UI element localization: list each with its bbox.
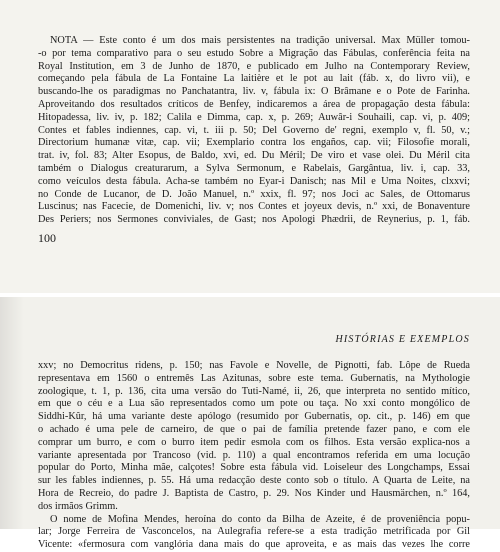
text-line: buscando-lhe os paradigmas no Panchatantra, liv. v, fábula ix: O Brâmane e o Pote de Farinha. [38, 86, 470, 98]
continued-paragraph [38, 360, 470, 552]
text-line: Hitopadessa, liv. iv, p. 182; Calila e Dimma, cap. x, p. 269; Auwâr-i Souhaili, cap. vi, p. 409; [38, 111, 470, 123]
text-line: Des Periers; nos Sermones conviviales, de Gast; nos Apologi Phædrii, de Reynerius, p. 1, fáb. [38, 214, 470, 226]
text-line: no Conde de Lucanor, de D. João Manuel, n.º xxix, fl. 97; nos Joci ac Sales, de Ottomarus [38, 188, 470, 200]
text-line: Hora de Recreio, do padre J. Baptista de Castro, p. 29. Nos Kinder und Hausmärchen, n.º 164, [38, 487, 470, 499]
text-line: dos irmãos Grimm. [38, 500, 118, 512]
text-line: como veículos desta fábula. Acha-se também no Eyar-i Danisch; nas Mil e Uma Noites, clxxvi; [38, 175, 470, 187]
text-line: Royal Institution, em 3 de Junho de 1870, e publicado em Julho na Contemporary Review, [38, 60, 470, 72]
text-line: zoologique, t. 1, p. 136, cita uma versão do Tuti-Namé, ii, 26, que interpreta no sentido mítico, [38, 385, 470, 397]
text-line: Contes et fables indiennes, cap. vi, t. iii p. 50; Del Governo de' regni, exemplo v, fl. 50, v.; [38, 124, 470, 136]
text-line: também o Dialogus creaturarum, a Sylva Sermonum, e Rabelais, Gargântua, liv. i, cap. 33, [38, 162, 470, 174]
lower-book-page [0, 297, 500, 551]
text-line: xxv; no Democritus ridens, p. 150; nas Favole e Novelle, de Pignotti, fab. Lôpe de Rueda [38, 360, 470, 371]
text-line: começando pela fábula de La Fontaine La laitière et le pot au lait (fáb. x, do livro vii), e [38, 73, 470, 85]
note-paragraph [38, 35, 470, 227]
text-line: Luscinus; nas Facecie, de Domenichi, liv. v; nos Contes et joyeux devis, n.º xxi, de Bonaventure [38, 201, 470, 213]
text-line: Aproveitando dos resultados críticos de Benfey, indicaremos a área de propagação desta fábula: [38, 98, 470, 110]
text-line: O nome de Mofina Mendes, heroína do conto da Bilha de Azeite, é de proveniência popu- [50, 513, 470, 525]
text-line: Vicente: «fermosura com vanglória dana mais do que aproveita, e as mais das vezes lhe corre [38, 539, 470, 551]
page-gutter-shadow [0, 297, 24, 529]
text-line: representava em 1560 o entremês Las Azitunas, sobre este tema. Gubernatis, na Mythologie [38, 372, 470, 384]
text-line: popular do Porto, Minha mãe, calçotes! Sobre esta fábula vid. Loiseleur des Longchamps, Essai [38, 462, 470, 474]
text-line: lar; Jorge Ferreira de Vasconcelos, na Aulegrafia refere-se a esta tradição metrificada por Gil [38, 526, 470, 538]
running-head: HISTÓRIAS E EXEMPLOS [335, 334, 470, 345]
text-line: comprar um burro, e com o burro item pedir esmola com os filhos. Esta versão explica-nos a [38, 436, 470, 448]
text-line: NOTA — Este conto é um dos mais persistentes na tradição universal. Max Müller tomou- [50, 35, 470, 46]
text-line: -o por tema comparativo para o seu estudo Sobre a Migração das Fábulas, conferência feita na [38, 47, 470, 59]
text-line: em que o céu e a Lua são representados como um pote ou taça. No xxi conto mongólico de [38, 398, 470, 410]
text-line: variante apresentada por Trancoso (vid. p. 110) a qual encontramos referida em uma locução [38, 449, 470, 461]
page-number: 100 [38, 231, 56, 245]
text-line: Siddhi-Kûr, há uma variante deste apólogo (resumido por Gubernatis, op. cit., p. 146) em que [38, 411, 470, 423]
text-line: Directorium humanæ vitæ, cap. vii; Exemplario contra los engaños, cap. vii; Filosofie morali, [38, 137, 470, 149]
text-line: sur les fables indiennes, p. 55. Há uma redacção deste conto sob o título. A Quarta de Leite, na [38, 475, 470, 487]
text-line: trat. iv, fol. 83; Alter Esopus, de Baldo, xvi, ed. Du Méril; De viro et vase olei. Du Méril cita [38, 150, 470, 162]
text-line: o achado é uma pele de carneiro, de que o pai de família pretende fazer pano, e com ele [38, 423, 470, 435]
